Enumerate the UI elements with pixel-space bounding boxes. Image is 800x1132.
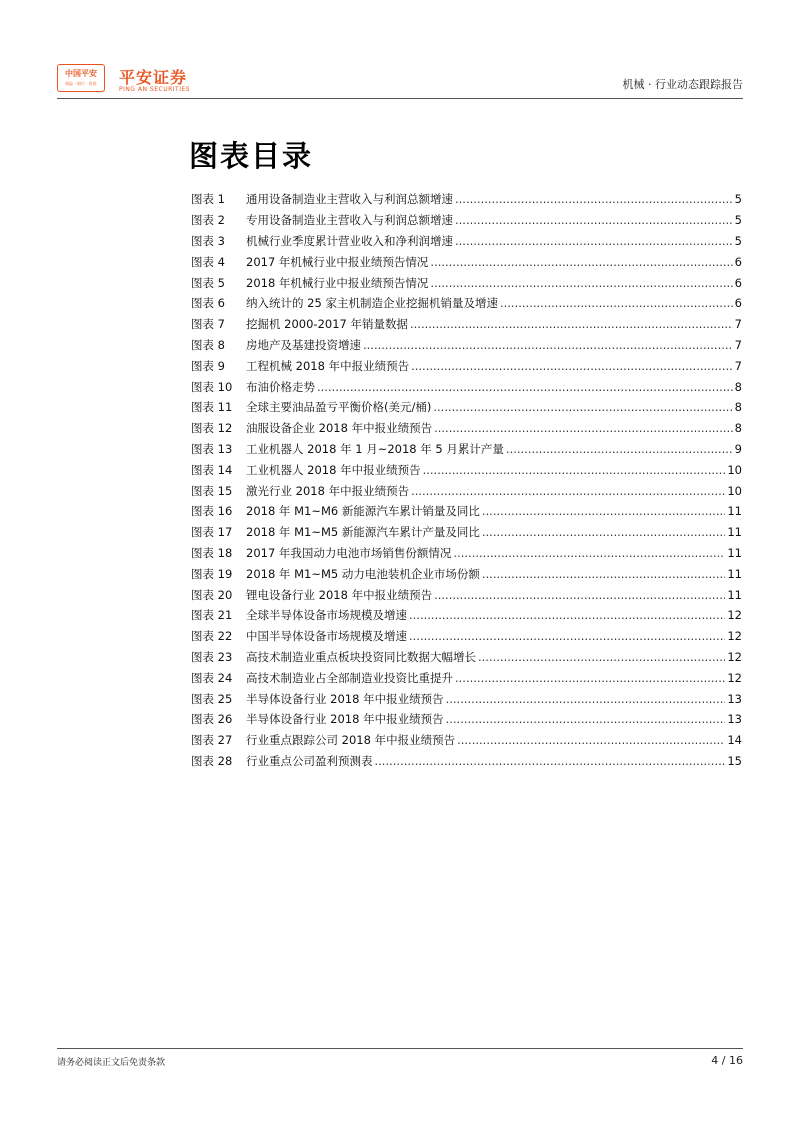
toc-entry-page: 13 [727, 691, 742, 706]
toc-dot-leader [375, 754, 726, 768]
toc-entry-title: 高技术制造业占全部制造业投资比重提升 [246, 670, 453, 685]
toc-entry-label: 图表 22 [191, 629, 233, 644]
toc-dot-leader [409, 608, 725, 622]
toc-entry-page: 7 [734, 317, 742, 332]
header-divider [57, 98, 743, 99]
toc-entry[interactable] [191, 605, 742, 626]
toc-entry-title: 锂电设备行业 2018 年中报业绩预告 [246, 587, 433, 602]
toc-entry-title: 工程机械 2018 年中报业绩预告 [246, 358, 410, 373]
toc-entry-title: 半导体设备行业 2018 年中报业绩预告 [246, 712, 444, 727]
toc-dot-leader [430, 276, 732, 290]
toc-entry[interactable] [191, 397, 742, 418]
toc-entry-title: 2017 年机械行业中报业绩预告情况 [246, 254, 429, 269]
toc-entry-label: 图表 17 [191, 525, 233, 540]
toc-entry-title: 2018 年 M1~M5 新能源汽车累计产量及同比 [246, 525, 480, 540]
toc-entry[interactable] [191, 355, 742, 376]
toc-entry-page: 8 [734, 400, 742, 415]
toc-dot-leader [457, 733, 725, 747]
toc-entry-page: 12 [727, 649, 742, 664]
toc-entry-label: 图表 9 [191, 358, 225, 373]
toc-dot-leader [455, 234, 733, 248]
toc-entry-title: 布油价格走势 [246, 379, 315, 394]
toc-entry-page: 15 [727, 753, 742, 768]
toc-dot-leader [434, 588, 725, 602]
toc-entry[interactable] [191, 314, 742, 335]
toc-entry[interactable] [191, 543, 742, 564]
toc-entry[interactable] [191, 189, 742, 210]
toc-entry[interactable] [191, 231, 742, 252]
toc-entry[interactable] [191, 272, 742, 293]
toc-entry-title: 2018 年 M1~M6 新能源汽车累计销量及同比 [246, 504, 480, 519]
logo-tagline: 保险 · 银行 · 投资 [65, 81, 97, 86]
toc-entry-title: 全球主要油品盈亏平衡价格(美元/桶) [246, 400, 432, 415]
toc-dot-leader [478, 650, 725, 664]
toc-entry-label: 图表 24 [191, 670, 233, 685]
toc-list [191, 189, 742, 771]
toc-entry-title: 全球半导体设备市场规模及增速 [246, 608, 407, 623]
footer-disclaimer: 请务必阅读正文后免责条款 [57, 1058, 166, 1068]
toc-entry-page: 11 [727, 587, 742, 602]
toc-dot-leader [411, 359, 733, 373]
toc-entry-title: 激光行业 2018 年中报业绩预告 [246, 483, 410, 498]
toc-entry[interactable] [191, 335, 742, 356]
toc-dot-leader [433, 400, 732, 414]
toc-entry-label: 图表 12 [191, 421, 233, 436]
toc-entry[interactable] [191, 688, 742, 709]
toc-entry-label: 图表 16 [191, 504, 233, 519]
toc-entry-label: 图表 5 [191, 275, 225, 290]
toc-entry-label: 图表 4 [191, 254, 225, 269]
toc-entry-label: 图表 18 [191, 545, 233, 560]
report-type: 机械 · 行业动态跟踪报告 [622, 78, 743, 91]
toc-entry-title: 工业机器人 2018 年 1 月~2018 年 5 月累计产量 [246, 441, 504, 456]
toc-entry-title: 通用设备制造业主营收入与利润总额增速 [246, 192, 453, 207]
toc-entry-page: 11 [727, 545, 742, 560]
toc-entry-label: 图表 21 [191, 608, 233, 623]
toc-dot-leader [363, 338, 733, 352]
toc-entry-label: 图表 6 [191, 296, 225, 311]
toc-entry-title: 2017 年我国动力电池市场销售份额情况 [246, 545, 452, 560]
footer-divider [57, 1048, 743, 1049]
ping-an-group-logo [57, 64, 105, 92]
toc-entry-title: 2018 年 M1~M5 动力电池装机企业市场份额 [246, 566, 480, 581]
toc-entry-page: 5 [734, 213, 742, 228]
toc-entry-label: 图表 11 [191, 400, 233, 415]
toc-entry-page: 14 [727, 733, 742, 748]
toc-entry-page: 8 [734, 421, 742, 436]
page-number: 4 / 16 [711, 1054, 743, 1067]
toc-entry-page: 6 [734, 296, 742, 311]
toc-title: 图表目录 [189, 139, 314, 173]
toc-entry-label: 图表 15 [191, 483, 233, 498]
toc-entry[interactable] [191, 626, 742, 647]
toc-entry-title: 行业重点公司盈利预测表 [246, 753, 373, 768]
toc-entry-page: 9 [734, 441, 742, 456]
toc-entry-label: 图表 1 [191, 192, 225, 207]
toc-entry-label: 图表 28 [191, 753, 233, 768]
toc-entry[interactable] [191, 584, 742, 605]
toc-entry-page: 11 [727, 566, 742, 581]
toc-entry-page: 13 [727, 712, 742, 727]
toc-entry-title: 高技术制造业重点板块投资同比数据大幅增长 [246, 649, 476, 664]
toc-entry-label: 图表 8 [191, 337, 225, 352]
toc-entry-page: 12 [727, 608, 742, 623]
toc-entry[interactable] [191, 293, 742, 314]
toc-entry[interactable] [191, 709, 742, 730]
toc-entry-page: 6 [734, 275, 742, 290]
toc-entry-page: 10 [727, 462, 742, 477]
toc-entry-label: 图表 14 [191, 462, 233, 477]
toc-dot-leader [455, 213, 733, 227]
toc-entry[interactable] [191, 730, 742, 751]
toc-entry-title: 机械行业季度累计营业收入和净利润增速 [246, 233, 453, 248]
toc-entry[interactable] [191, 751, 742, 772]
toc-dot-leader [410, 317, 733, 331]
toc-entry-label: 图表 10 [191, 379, 233, 394]
toc-entry-title: 房地产及基建投资增速 [246, 337, 361, 352]
toc-entry[interactable] [191, 459, 742, 480]
logo-group-name: 中国平安 [65, 69, 97, 78]
toc-dot-leader [430, 255, 732, 269]
toc-dot-leader [411, 484, 725, 498]
toc-entry-title: 油服设备企业 2018 年中报业绩预告 [246, 421, 433, 436]
toc-entry-page: 11 [727, 504, 742, 519]
toc-entry-title: 工业机器人 2018 年中报业绩预告 [246, 462, 421, 477]
toc-entry[interactable] [191, 251, 742, 272]
toc-entry-title: 2018 年机械行业中报业绩预告情况 [246, 275, 429, 290]
toc-entry-label: 图表 7 [191, 317, 225, 332]
toc-dot-leader [446, 692, 726, 706]
toc-entry-page: 8 [734, 379, 742, 394]
brand-name: 平安证券 [119, 68, 188, 87]
toc-entry-label: 图表 27 [191, 733, 233, 748]
toc-entry-title: 半导体设备行业 2018 年中报业绩预告 [246, 691, 444, 706]
toc-entry[interactable] [191, 439, 742, 460]
page-header [57, 64, 743, 98]
toc-dot-leader [446, 712, 726, 726]
toc-entry[interactable] [191, 376, 742, 397]
toc-dot-leader [482, 525, 726, 539]
toc-entry-label: 图表 20 [191, 587, 233, 602]
toc-dot-leader [453, 546, 725, 560]
toc-entry-label: 图表 3 [191, 233, 225, 248]
toc-entry-title: 挖掘机 2000-2017 年销量数据 [246, 317, 408, 332]
toc-entry[interactable] [191, 501, 742, 522]
brand-name-english: PING AN SECURITIES [119, 86, 191, 93]
toc-entry-label: 图表 2 [191, 213, 225, 228]
toc-entry[interactable] [191, 647, 742, 668]
toc-entry-label: 图表 19 [191, 566, 233, 581]
toc-entry-page: 5 [734, 192, 742, 207]
toc-entry-page: 6 [734, 254, 742, 269]
toc-entry-label: 图表 13 [191, 441, 233, 456]
toc-dot-leader [409, 629, 725, 643]
toc-entry-title: 中国半导体设备市场规模及增速 [246, 629, 407, 644]
toc-dot-leader [317, 380, 733, 394]
toc-dot-leader [482, 504, 726, 518]
toc-entry[interactable] [191, 522, 742, 543]
toc-entry-title: 纳入统计的 25 家主机制造企业挖掘机销量及增速 [246, 296, 498, 311]
toc-entry[interactable] [191, 210, 742, 231]
toc-dot-leader [482, 567, 726, 581]
toc-entry[interactable] [191, 480, 742, 501]
toc-entry-page: 12 [727, 629, 742, 644]
toc-entry-label: 图表 26 [191, 712, 233, 727]
toc-entry-title: 行业重点跟踪公司 2018 年中报业绩预告 [246, 733, 456, 748]
toc-entry-page: 10 [727, 483, 742, 498]
toc-entry-page: 7 [734, 358, 742, 373]
toc-entry-page: 7 [734, 337, 742, 352]
toc-entry-label: 图表 25 [191, 691, 233, 706]
toc-dot-leader [455, 671, 725, 685]
toc-entry-page: 12 [727, 670, 742, 685]
toc-entry-title: 专用设备制造业主营收入与利润总额增速 [246, 213, 453, 228]
toc-dot-leader [434, 421, 733, 435]
toc-entry-page: 11 [727, 525, 742, 540]
toc-entry[interactable] [191, 418, 742, 439]
toc-entry-page: 5 [734, 233, 742, 248]
toc-entry[interactable] [191, 563, 742, 584]
toc-dot-leader [500, 296, 733, 310]
toc-entry[interactable] [191, 667, 742, 688]
toc-entry-label: 图表 23 [191, 649, 233, 664]
toc-dot-leader [506, 442, 733, 456]
toc-dot-leader [455, 192, 733, 206]
toc-dot-leader [423, 463, 726, 477]
